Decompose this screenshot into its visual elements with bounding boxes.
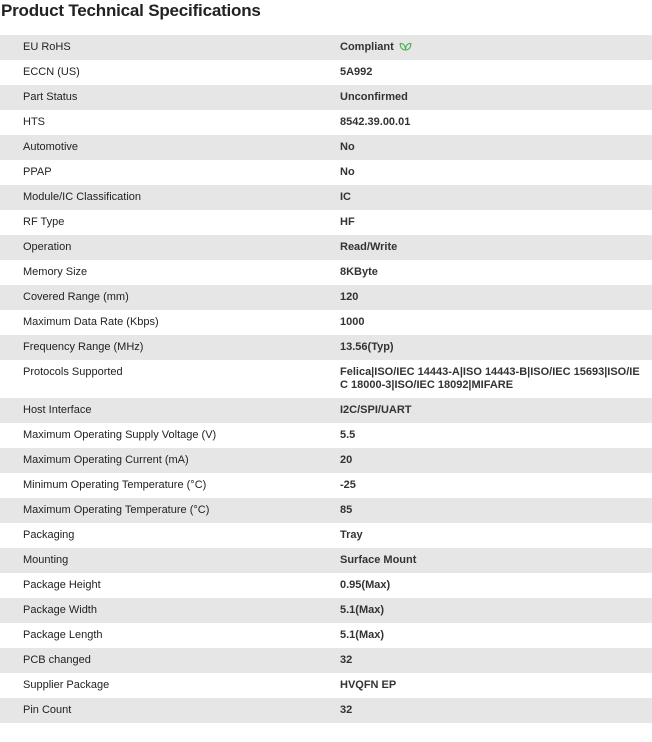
- spec-value: [340, 598, 652, 623]
- spec-value: [340, 135, 652, 160]
- spec-value: [340, 573, 652, 598]
- spec-value-text: IC: [340, 191, 351, 203]
- spec-label: HTS: [0, 110, 340, 135]
- spec-row: [0, 423, 652, 448]
- spec-row: [0, 110, 652, 135]
- spec-row: [0, 698, 652, 723]
- spec-row: [0, 360, 652, 398]
- spec-value: [340, 85, 652, 110]
- spec-value: [340, 473, 652, 498]
- spec-value: [340, 185, 652, 210]
- spec-value-text: 85: [340, 504, 353, 516]
- spec-label: Automotive: [0, 135, 340, 160]
- spec-label: Frequency Range (MHz): [0, 335, 340, 360]
- spec-value-text: 20: [340, 454, 353, 466]
- spec-label: Package Length: [0, 623, 340, 648]
- spec-row: [0, 310, 652, 335]
- spec-value-text: HVQFN EP: [340, 679, 397, 691]
- spec-value-text: -25: [340, 479, 356, 491]
- spec-value: [340, 548, 652, 573]
- spec-row: [0, 623, 652, 648]
- spec-row: [0, 85, 652, 110]
- spec-label: Host Interface: [0, 398, 340, 423]
- spec-label: Packaging: [0, 523, 340, 548]
- spec-value: [340, 648, 652, 673]
- spec-row: [0, 335, 652, 360]
- spec-label: PPAP: [0, 160, 340, 185]
- spec-value-text: 0.95(Max): [340, 579, 391, 591]
- spec-value-text: Felica|ISO/IEC 14443-A|ISO 14443-B|ISO/IEC 15693|ISO/IEC 18000-3|ISO/IEC 18092|MIFARE: [340, 366, 640, 391]
- spec-row: [0, 573, 652, 598]
- spec-row: [0, 598, 652, 623]
- spec-value-text: No: [340, 166, 355, 178]
- spec-value: [340, 110, 652, 135]
- spec-label: Package Width: [0, 598, 340, 623]
- spec-value-text: 5.5: [340, 429, 356, 441]
- spec-value-text: Read/Write: [340, 241, 398, 253]
- spec-row: [0, 473, 652, 498]
- spec-row: [0, 260, 652, 285]
- spec-row: [0, 448, 652, 473]
- spec-value: [340, 235, 652, 260]
- spec-label: Operation: [0, 235, 340, 260]
- spec-value-text: 120: [340, 291, 359, 303]
- spec-value: [340, 260, 652, 285]
- spec-label: PCB changed: [0, 648, 340, 673]
- spec-row: [0, 523, 652, 548]
- spec-value: [340, 423, 652, 448]
- spec-value-text: 32: [340, 654, 353, 666]
- spec-value-text: Tray: [340, 529, 363, 541]
- spec-row: [0, 648, 652, 673]
- spec-label: Package Height: [0, 573, 340, 598]
- spec-value: [340, 623, 652, 648]
- page-title: Product Technical Specifications: [1, 1, 261, 20]
- spec-value-text: 8542.39.00.01: [340, 116, 411, 128]
- spec-label: Maximum Operating Current (mA): [0, 448, 340, 473]
- spec-label: Minimum Operating Temperature (°C): [0, 473, 340, 498]
- spec-value: [340, 160, 652, 185]
- spec-label: Protocols Supported: [0, 360, 340, 398]
- spec-value: [340, 698, 652, 723]
- spec-value: [340, 60, 652, 85]
- spec-value: [340, 210, 652, 235]
- spec-label: EU RoHS: [0, 35, 340, 60]
- spec-label: Memory Size: [0, 260, 340, 285]
- spec-value-text: 1000: [340, 316, 365, 328]
- spec-row: [0, 160, 652, 185]
- spec-label: Mounting: [0, 548, 340, 573]
- spec-value: [340, 398, 652, 423]
- spec-label: RF Type: [0, 210, 340, 235]
- spec-row: [0, 673, 652, 698]
- spec-value-text: Surface Mount: [340, 554, 417, 566]
- spec-row: [0, 285, 652, 310]
- spec-value: [340, 523, 652, 548]
- spec-label: Maximum Data Rate (Kbps): [0, 310, 340, 335]
- spec-label: ECCN (US): [0, 60, 340, 85]
- spec-value-text: 5.1(Max): [340, 629, 385, 641]
- spec-row: [0, 235, 652, 260]
- spec-value: [340, 335, 652, 360]
- spec-row: [0, 210, 652, 235]
- spec-value: [340, 285, 652, 310]
- spec-value-text: 13.56(Typ): [340, 341, 394, 353]
- spec-value: [340, 673, 652, 698]
- spec-row: [0, 35, 652, 60]
- spec-value-text: 32: [340, 704, 353, 716]
- spec-value: [340, 360, 652, 398]
- spec-value-text: Compliant: [340, 41, 394, 53]
- spec-value-text: No: [340, 141, 355, 153]
- spec-row: [0, 498, 652, 523]
- spec-value: [340, 35, 652, 60]
- spec-value-text: I2C/SPI/UART: [340, 404, 412, 416]
- spec-label: Module/IC Classification: [0, 185, 340, 210]
- spec-row: [0, 135, 652, 160]
- spec-row: [0, 548, 652, 573]
- spec-row: [0, 60, 652, 85]
- spec-value-text: HF: [340, 216, 355, 228]
- spec-row: [0, 398, 652, 423]
- spec-row: [0, 185, 652, 210]
- spec-label: Maximum Operating Temperature (°C): [0, 498, 340, 523]
- spec-value-text: 5.1(Max): [340, 604, 385, 616]
- spec-table: [0, 35, 652, 723]
- spec-value: [340, 310, 652, 335]
- spec-value-text: 8KByte: [340, 266, 378, 278]
- spec-value: [340, 498, 652, 523]
- spec-value-text: Unconfirmed: [340, 91, 408, 103]
- spec-value-text: 5A992: [340, 66, 373, 78]
- spec-label: Pin Count: [0, 698, 340, 723]
- spec-label: Maximum Operating Supply Voltage (V): [0, 423, 340, 448]
- spec-label: Covered Range (mm): [0, 285, 340, 310]
- spec-label: Supplier Package: [0, 673, 340, 698]
- leaf-icon: [399, 41, 412, 51]
- spec-label: Part Status: [0, 85, 340, 110]
- spec-table-body: [0, 35, 652, 723]
- spec-value: [340, 448, 652, 473]
